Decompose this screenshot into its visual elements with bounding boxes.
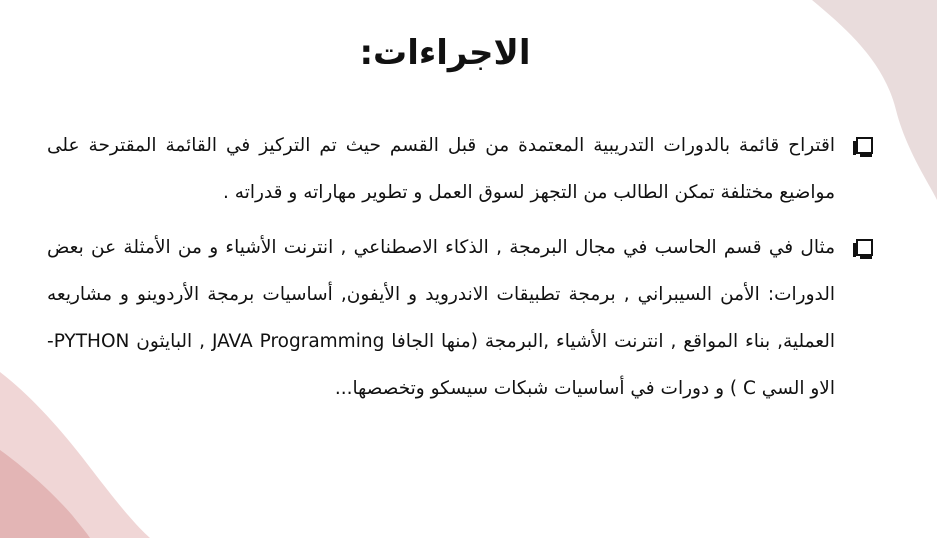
bullet-point-1 (47, 122, 873, 216)
checkbox-bullet-icon (856, 239, 873, 256)
checkbox-bullet-icon (856, 137, 873, 154)
bullet-point-2 (47, 224, 873, 412)
bullet-point-2-text: مثال في قسم الحاسب في مجال البرمجة , الذكاء الاصطناعي , انترنت الأشياء و من الأمثلة عن بعض الدورات: الأمن السيبراني , برمجة تطبيقات الاندرويد و الأيفون, أساسيات برمجة الأردوينو و مشاريعه العملية, بناء المواقع , انترنت الأشياء ,البرمجة (منها الجافا JAVA Programming , البايثون PYTHON-الاو السي C ) و دورات في أساسيات شبكات سيسكو وتخصصها... (47, 237, 835, 399)
bullet-point-1-text: اقتراح قائمة بالدورات التدريبية المعتمدة من قبل القسم حيث تم التركيز في القائمة المقترحة على مواضيع مختلفة تمكن الطالب من التجهز لسوق العمل و تطوير مهاراته و قدراته . (47, 135, 835, 203)
bullet-list (47, 122, 873, 412)
slide-title: الاجراءات: (359, 33, 531, 73)
